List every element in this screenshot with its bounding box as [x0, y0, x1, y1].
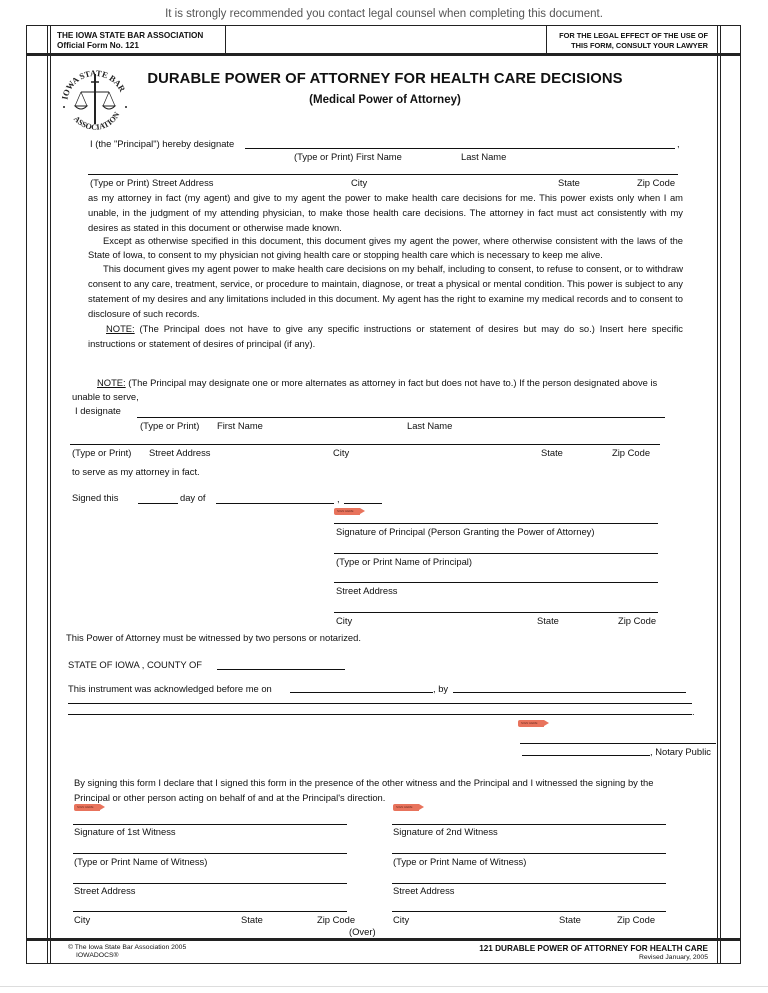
legal-note-line1: FOR THE LEGAL EFFECT OF THE USE OF [559, 31, 708, 40]
principal-zip-label: Zip Code [618, 615, 657, 626]
alternate-first-name-label: First Name [217, 420, 263, 431]
alternate-zip-label: Zip Code [612, 447, 651, 458]
day-of-label: day of [180, 492, 206, 503]
state-county-label: STATE OF IOWA , COUNTY OF [68, 659, 203, 670]
svg-text:IOWA STATE BAR: IOWA STATE BAR [59, 67, 128, 101]
witness2-print-name-field[interactable] [392, 853, 666, 854]
witness1-street-label: Street Address [74, 885, 136, 896]
witness1-signature-label: Signature of 1st Witness [74, 826, 176, 837]
witness1-zip-label: Zip Code [317, 914, 356, 925]
witness1-sign-here-tag[interactable]: SIGN HERE [74, 804, 100, 811]
alternate-street-label: Street Address [149, 447, 211, 458]
year-field[interactable] [344, 503, 382, 504]
period: . [692, 706, 695, 717]
form-number: Official Form No. 121 [57, 41, 139, 50]
agent-zip-label: Zip Code [637, 177, 676, 188]
by-label: , by [433, 683, 449, 694]
legal-note-line2: THIS FORM, CONSULT YOUR LAWYER [571, 41, 708, 50]
witness1-city-field[interactable] [73, 911, 347, 912]
notary-signature-field[interactable] [520, 743, 716, 744]
acknowledged-line-2[interactable] [68, 703, 692, 704]
witness2-zip-label: Zip Code [617, 914, 656, 925]
footer-left [68, 944, 186, 960]
sign-here-tag[interactable]: SIGN HERE [334, 508, 360, 515]
acknowledged-line-3[interactable] [68, 714, 692, 715]
alternate-designate-label: I designate [75, 405, 121, 416]
agent-state-label: State [558, 177, 580, 188]
agent-street-label: (Type or Print) Street Address [90, 177, 214, 188]
footer-form-title: 121 DURABLE POWER OF ATTORNEY FOR HEALTH CARE [479, 944, 708, 953]
over-label: (Over) [349, 926, 376, 937]
witness-declaration: By signing this form I declare that I signed this form in the presence of the other witness and the Principal and I witnessed the signing by the Principal or other person acting on behalf of and at the Principal's direction. [74, 777, 654, 803]
alternate-note-label: NOTE: [97, 377, 126, 388]
agent-name-field[interactable] [245, 148, 675, 149]
county-field[interactable] [217, 669, 345, 670]
brand: IOWADOCS® [76, 952, 119, 959]
association-name: THE IOWA STATE BAR ASSOCIATION [57, 31, 204, 40]
note-text: (The Principal does not have to give any specific instructions or statement of desires but may do so.) Insert here specific instructions or statement of desires of principal (if any). [88, 323, 683, 349]
revised-date: Revised January, 2005 [638, 954, 708, 961]
witness2-signature-label: Signature of 2nd Witness [393, 826, 498, 837]
witness2-street-field[interactable] [392, 883, 666, 884]
copyright: © The Iowa State Bar Association 2005 [68, 944, 187, 951]
witness2-state-label: State [559, 914, 581, 925]
witness2-city-field[interactable] [392, 911, 666, 912]
witness1-state-label: State [241, 914, 263, 925]
witness1-print-name-field[interactable] [73, 853, 347, 854]
principal-street-label: Street Address [336, 585, 398, 596]
notary-public-label: , Notary Public [650, 746, 711, 757]
notary-sign-here-tag[interactable]: SIGN HERE [518, 720, 544, 727]
witness1-signature-field[interactable] [73, 824, 347, 825]
acknowledged-label: This instrument was acknowledged before me on [68, 683, 272, 694]
witness2-signature-field[interactable] [392, 824, 666, 825]
witness2-sign-here-tag[interactable]: SIGN HERE [393, 804, 419, 811]
document-subtitle: (Medical Power of Attorney) [309, 94, 461, 106]
comma: , [677, 138, 680, 149]
agent-first-name-label: (Type or Print) First Name [294, 151, 402, 162]
principal-print-name-field[interactable] [334, 553, 658, 554]
paragraph-life-support: Except as otherwise specified in this document, this document gives my agent the power, where otherwise consistent with the laws of the State of Iowa, to consent to my physician not giving health care or stopping health care which is necessary to keep me alive. [88, 235, 683, 260]
iowa-state-bar-seal-icon [57, 62, 133, 142]
agent-address-field[interactable] [88, 174, 678, 175]
principal-signature-label: Signature of Principal (Person Granting the Power of Attorney) [336, 526, 595, 537]
principal-state-label: State [537, 615, 559, 626]
witness-note: This Power of Attorney must be witnessed by two persons or notarized. [66, 632, 361, 643]
principal-street-field[interactable] [334, 582, 658, 583]
alternate-last-name-label: Last Name [407, 420, 453, 431]
note-label: NOTE: [106, 323, 135, 334]
paragraph-agent-power: This document gives my agent power to make health care decisions on my behalf, including to consent, to refuse to consent, or to withdraw consent to any care, treatment, service, or procedure to maintain, diagnose, or treat a physical or mental condition. This power is subject to any statement of my desires and any limitations included in this document. My agent has the right to examine my medical records and to consent to disclosure of such records. [88, 263, 683, 319]
witness2-city-label: City [393, 914, 410, 925]
page-edge [0, 986, 768, 987]
alternate-city-label: City [333, 447, 350, 458]
alternate-address-field[interactable] [70, 444, 660, 445]
comma: , [337, 493, 340, 504]
principal-city-field[interactable] [334, 612, 658, 613]
alternate-name-field[interactable] [137, 417, 665, 418]
paragraph-alternate-note [72, 376, 670, 404]
paragraph-authority: as my attorney in fact (my agent) and give to my agent the power to make health care decisions for me. This power exists only when I am unable, in the judgment of my attending physician, to make those health care decisions. The attorney in fact must act consistently with my desires as stated in this document or otherwise made known. [88, 192, 683, 233]
day-field[interactable] [138, 503, 178, 504]
acknowledged-date-field[interactable] [290, 692, 433, 693]
agent-city-label: City [351, 177, 368, 188]
alternate-note-text: (The Principal may designate one or more alternates as attorney in fact but does not have to.) If the person designated above is unable to serve, [72, 377, 658, 402]
document-title: DURABLE POWER OF ATTORNEY FOR HEALTH CARE DECISIONS [147, 71, 623, 87]
month-field[interactable] [216, 503, 334, 504]
principal-signature-field[interactable] [334, 523, 658, 524]
alternate-address-type-label: (Type or Print) [72, 447, 132, 458]
alternate-type-label: (Type or Print) [140, 420, 200, 431]
footer-right [420, 944, 708, 962]
header-legal-note [548, 31, 708, 51]
paragraph-note-desires [88, 321, 683, 351]
signed-this-label: Signed this [72, 492, 119, 503]
notary-name-field[interactable] [522, 755, 650, 756]
alternate-state-label: State [541, 447, 563, 458]
witness2-street-label: Street Address [393, 885, 455, 896]
acknowledged-by-field[interactable] [453, 692, 686, 693]
principal-print-name-label: (Type or Print Name of Principal) [336, 556, 472, 567]
principal-city-label: City [336, 615, 353, 626]
legal-counsel-notice: It is strongly recommended you contact legal counsel when completing this document. [165, 8, 603, 20]
header-association [57, 31, 203, 51]
designate-label: I (the "Principal") hereby designate [90, 138, 235, 149]
witness2-print-name-label: (Type or Print Name of Witness) [393, 856, 527, 867]
serve-label: to serve as my attorney in fact. [72, 466, 200, 477]
witness1-print-name-label: (Type or Print Name of Witness) [74, 856, 208, 867]
agent-last-name-label: Last Name [461, 151, 507, 162]
svg-text:ASSOCIATION: ASSOCIATION [71, 110, 122, 132]
witness1-street-field[interactable] [73, 883, 347, 884]
witness1-city-label: City [74, 914, 91, 925]
